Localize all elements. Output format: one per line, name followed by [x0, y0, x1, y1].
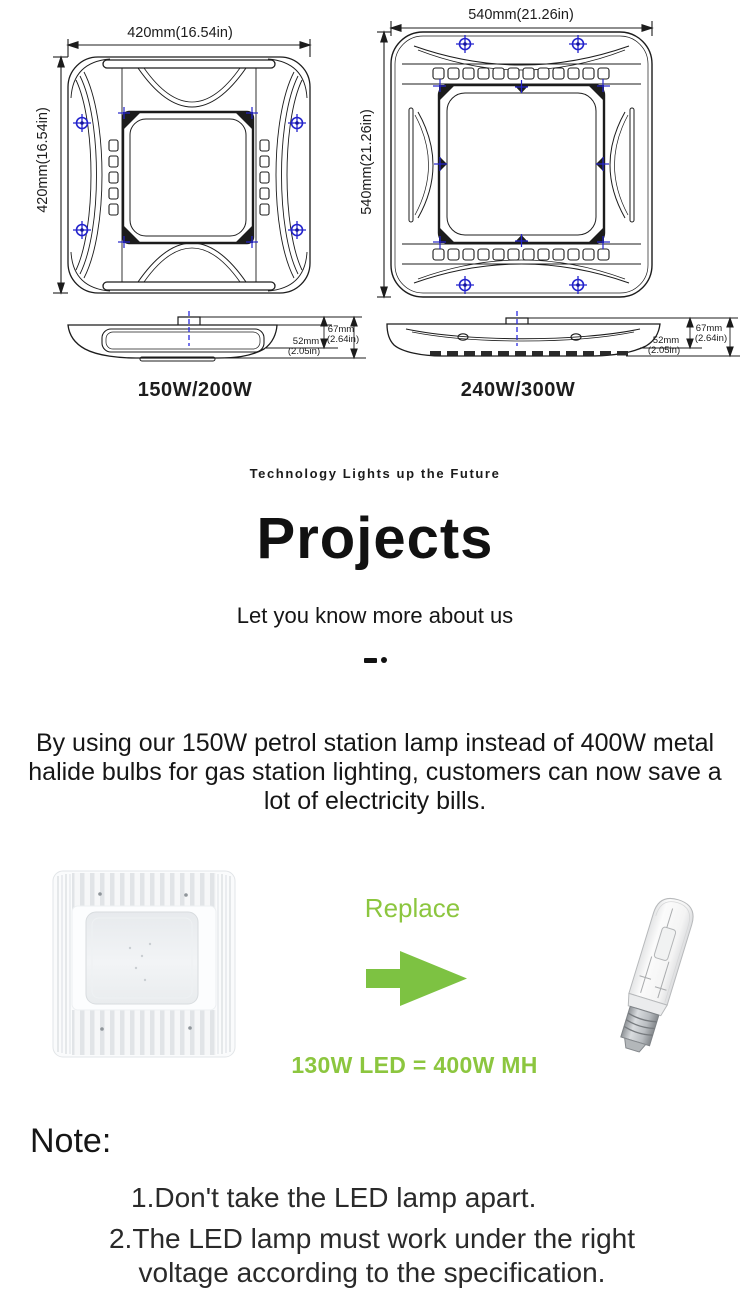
left-side-inner-depth-in: (2.05in) [287, 346, 321, 357]
left-side-inner-depth-mm: 52mm [292, 336, 320, 347]
left-top-vent-slots [109, 140, 269, 215]
savings-line: By using our 150W petrol station lamp instead of 400W metal [35, 729, 715, 757]
dash-dot-decoration [0, 657, 750, 663]
section-title: Projects [256, 506, 494, 571]
left-top-dimensions [53, 39, 310, 293]
right-wattage-label: 240W/300W [460, 379, 576, 401]
right-side-view-drawing [378, 302, 750, 376]
right-top-body-outline [391, 32, 652, 297]
left-top-width-dimension: 420mm(16.54in) [127, 25, 233, 41]
decoration-dot [381, 657, 387, 663]
left-top-body-outline [68, 57, 310, 293]
note-item-2-line: 2.The LED lamp must work under the right [108, 1223, 635, 1254]
bulb-body [613, 894, 697, 1056]
replace-arrow-icon [366, 950, 468, 1007]
left-side-outer-depth-in: (2.64in) [326, 334, 360, 345]
left-side-view-drawing [40, 302, 380, 376]
left-wattage-label: 150W/200W [137, 379, 253, 401]
decoration-bar [364, 658, 377, 663]
tagline: Technology Lights up the Future [249, 466, 501, 481]
left-top-screw-icons [73, 107, 306, 248]
wattage-equation-label: 130W LED = 400W MH [291, 1052, 538, 1078]
right-side-body [387, 318, 660, 356]
note-item-1: 1.Don't take the LED lamp apart. [131, 1182, 537, 1213]
left-side-body [68, 317, 277, 361]
note-item-2 [92, 1222, 652, 1290]
savings-paragraph [0, 729, 750, 816]
note-heading: Note: [30, 1122, 112, 1160]
right-side-inner-depth-mm: 52mm [652, 335, 680, 346]
metal-halide-bulb-photo [588, 888, 718, 1064]
bulb-screw-base [618, 1006, 659, 1054]
right-top-width-dimension: 540mm(21.26in) [468, 7, 574, 23]
left-top-lens [123, 112, 253, 243]
section-subtitle: Let you know more about us [236, 603, 514, 628]
left-side-outer-depth-mm: 67mm [327, 324, 355, 335]
led-canopy-lamp-photo [50, 868, 238, 1060]
savings-line: halide bulbs for gas station lighting, customers can now save a [28, 758, 722, 786]
right-top-vent-slots [433, 68, 609, 260]
right-side-inner-depth-in: (2.05in) [647, 345, 681, 356]
replace-label: Replace [364, 893, 461, 923]
right-top-view-drawing [352, 0, 750, 302]
left-top-height-dimension: 420mm(16.54in) [35, 107, 51, 213]
right-top-lens [439, 85, 604, 243]
lamp-lens [86, 912, 198, 1004]
right-side-outer-depth-in: (2.64in) [694, 333, 728, 344]
savings-line: lot of electricity bills. [263, 787, 487, 815]
note-item-2-line: voltage according to the specification. [138, 1257, 606, 1288]
right-top-height-dimension: 540mm(21.26in) [359, 109, 375, 215]
right-side-outer-depth-mm: 67mm [695, 323, 723, 334]
left-top-view-drawing [20, 6, 340, 306]
